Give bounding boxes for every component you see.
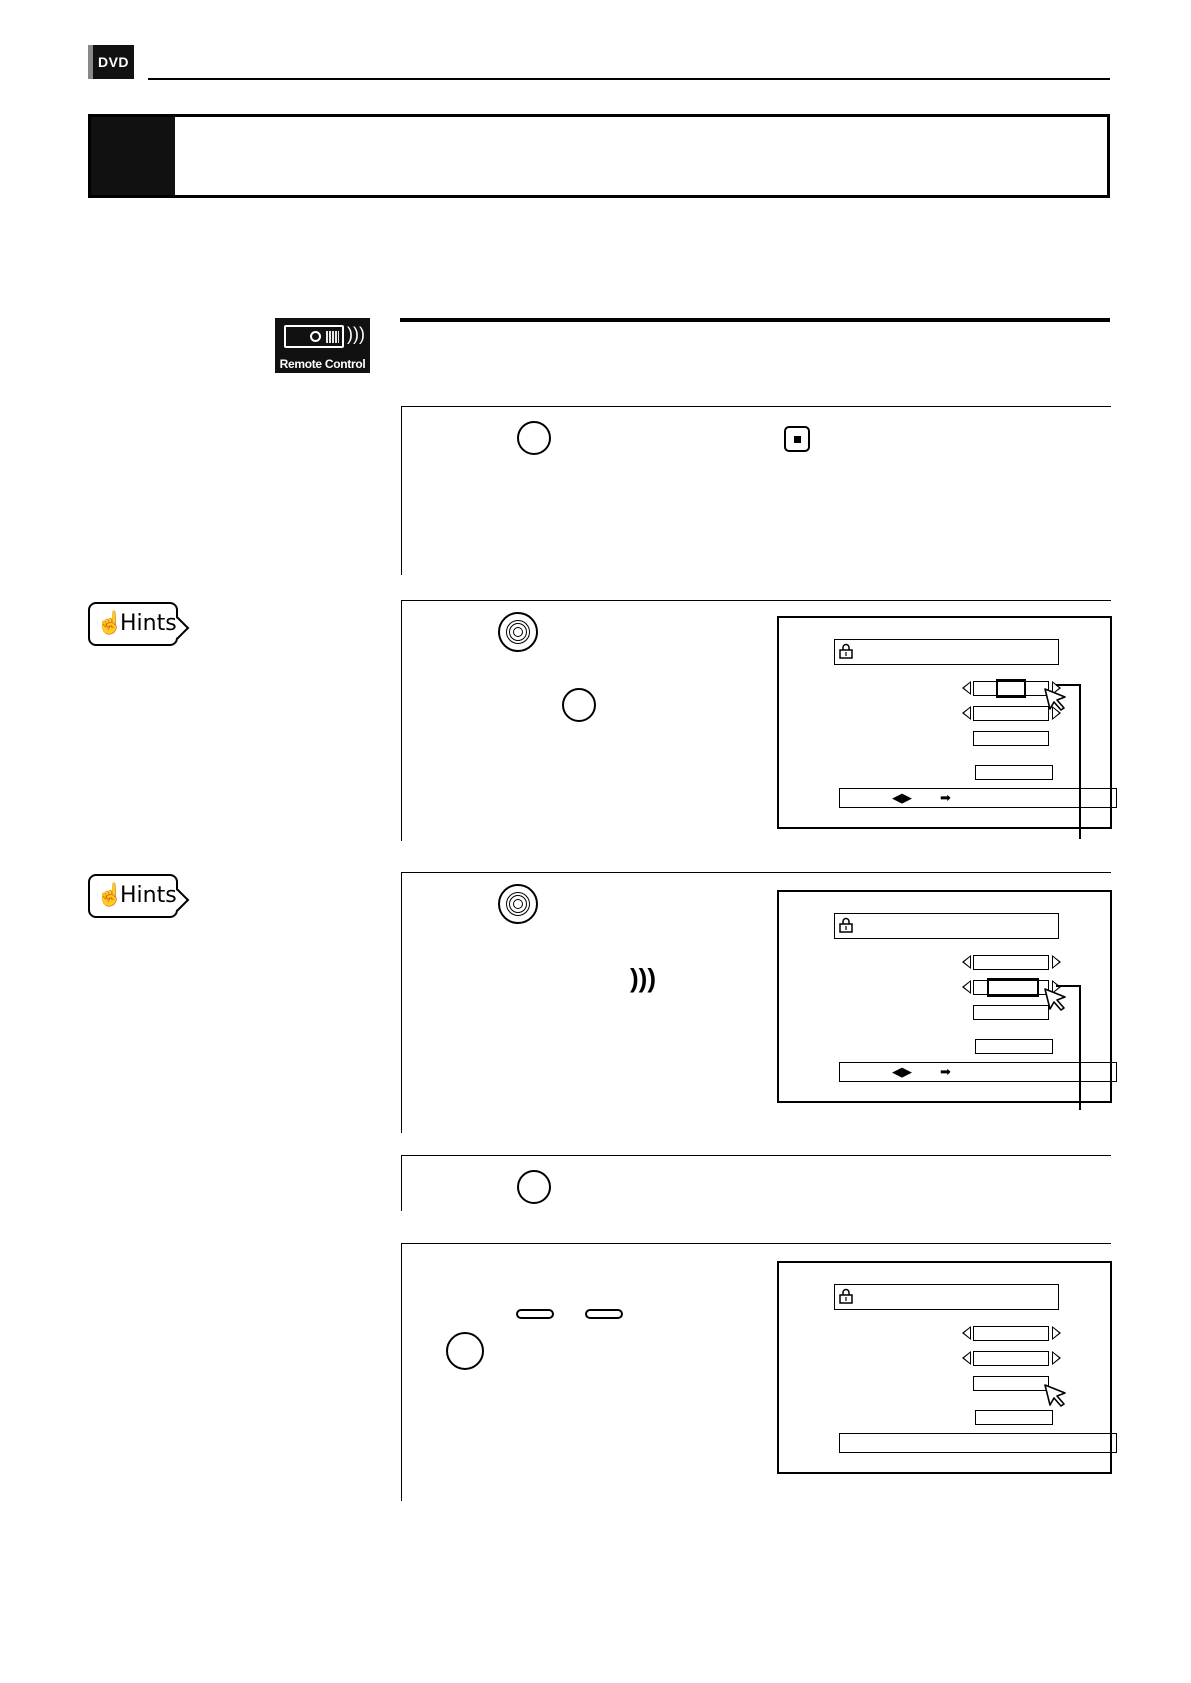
multi-jog-dial-icon (498, 612, 538, 652)
osd-field[interactable] (973, 731, 1049, 746)
osd-field[interactable] (973, 1351, 1049, 1366)
multi-jog-dial-icon (498, 884, 538, 924)
signal-waves-icon: ))) (347, 324, 365, 344)
arrow-right-icon: ➡ (940, 790, 951, 805)
step-4-box (401, 1155, 1111, 1211)
arrow-right-icon[interactable] (1052, 1351, 1061, 1365)
leader-line (1079, 684, 1081, 839)
osd-field[interactable] (973, 1326, 1049, 1341)
leader-line (1056, 684, 1080, 686)
step-1-box (401, 406, 1111, 575)
arrow-right-icon[interactable] (1052, 1326, 1061, 1340)
dvd-badge-label: DVD (97, 54, 130, 70)
dvd-badge (88, 45, 134, 79)
signal-waves-icon: ))) (630, 963, 656, 993)
header-rule (148, 78, 1110, 80)
arrow-left-icon[interactable] (962, 706, 971, 720)
arrow-left-icon[interactable] (962, 980, 971, 994)
leader-line (1079, 985, 1081, 1110)
osd-guide-bar (839, 1062, 1117, 1082)
osd-field[interactable] (973, 1005, 1049, 1020)
arrow-left-icon[interactable] (962, 1351, 971, 1365)
left-right-icon: ◀▶ (892, 790, 912, 805)
hints-label: Hints (120, 883, 177, 908)
hints-badge (88, 874, 188, 924)
hints-label: Hints (120, 611, 177, 636)
stop-button-icon (784, 426, 810, 452)
pointing-hand-icon: ☝ (96, 610, 124, 635)
osd-field[interactable] (973, 955, 1049, 970)
osd-guide-bar (839, 788, 1117, 808)
remote-button (446, 1332, 484, 1370)
pointing-hand-icon: ☝ (96, 882, 124, 907)
osd-field[interactable] (975, 765, 1053, 780)
remote-control-icon (284, 325, 344, 348)
arrow-cursor-icon (1043, 687, 1067, 711)
arrow-left-icon[interactable] (962, 681, 971, 695)
osd-panel (777, 616, 1112, 829)
remote-button (517, 421, 551, 455)
remote-button (516, 1309, 554, 1319)
osd-title-bar (834, 913, 1059, 939)
arrow-right-icon[interactable] (1052, 955, 1061, 969)
leader-line (1056, 985, 1080, 987)
lock-icon (838, 1288, 854, 1304)
osd-panel (777, 1261, 1112, 1474)
remote-button (517, 1170, 551, 1204)
osd-field[interactable] (973, 706, 1049, 721)
remote-lens (310, 331, 321, 342)
osd-title-bar (834, 639, 1059, 665)
osd-field[interactable] (975, 1039, 1053, 1054)
osd-panel (777, 890, 1112, 1103)
remote-button (562, 688, 596, 722)
arrow-left-icon[interactable] (962, 955, 971, 969)
remote-control-badge (275, 318, 370, 373)
selection-highlight (987, 978, 1039, 997)
osd-title-bar (834, 1284, 1059, 1310)
arrow-left-icon[interactable] (962, 1326, 971, 1340)
left-right-icon: ◀▶ (892, 1064, 912, 1079)
hints-badge (88, 602, 188, 652)
osd-field[interactable] (973, 1376, 1049, 1391)
osd-guide-bar (839, 1433, 1117, 1453)
remote-button (585, 1309, 623, 1319)
selection-highlight (996, 679, 1026, 698)
remote-keypad (326, 331, 339, 343)
section-title-band (88, 114, 1110, 198)
remote-control-label: Remote Control (279, 357, 366, 371)
subsection-rule (400, 318, 1110, 322)
lock-icon (838, 917, 854, 933)
section-title-tab (91, 117, 175, 195)
arrow-cursor-icon (1043, 987, 1067, 1011)
lock-icon (838, 643, 854, 659)
arrow-cursor-icon (1043, 1383, 1067, 1407)
osd-field[interactable] (975, 1410, 1053, 1425)
arrow-right-icon: ➡ (940, 1064, 951, 1079)
